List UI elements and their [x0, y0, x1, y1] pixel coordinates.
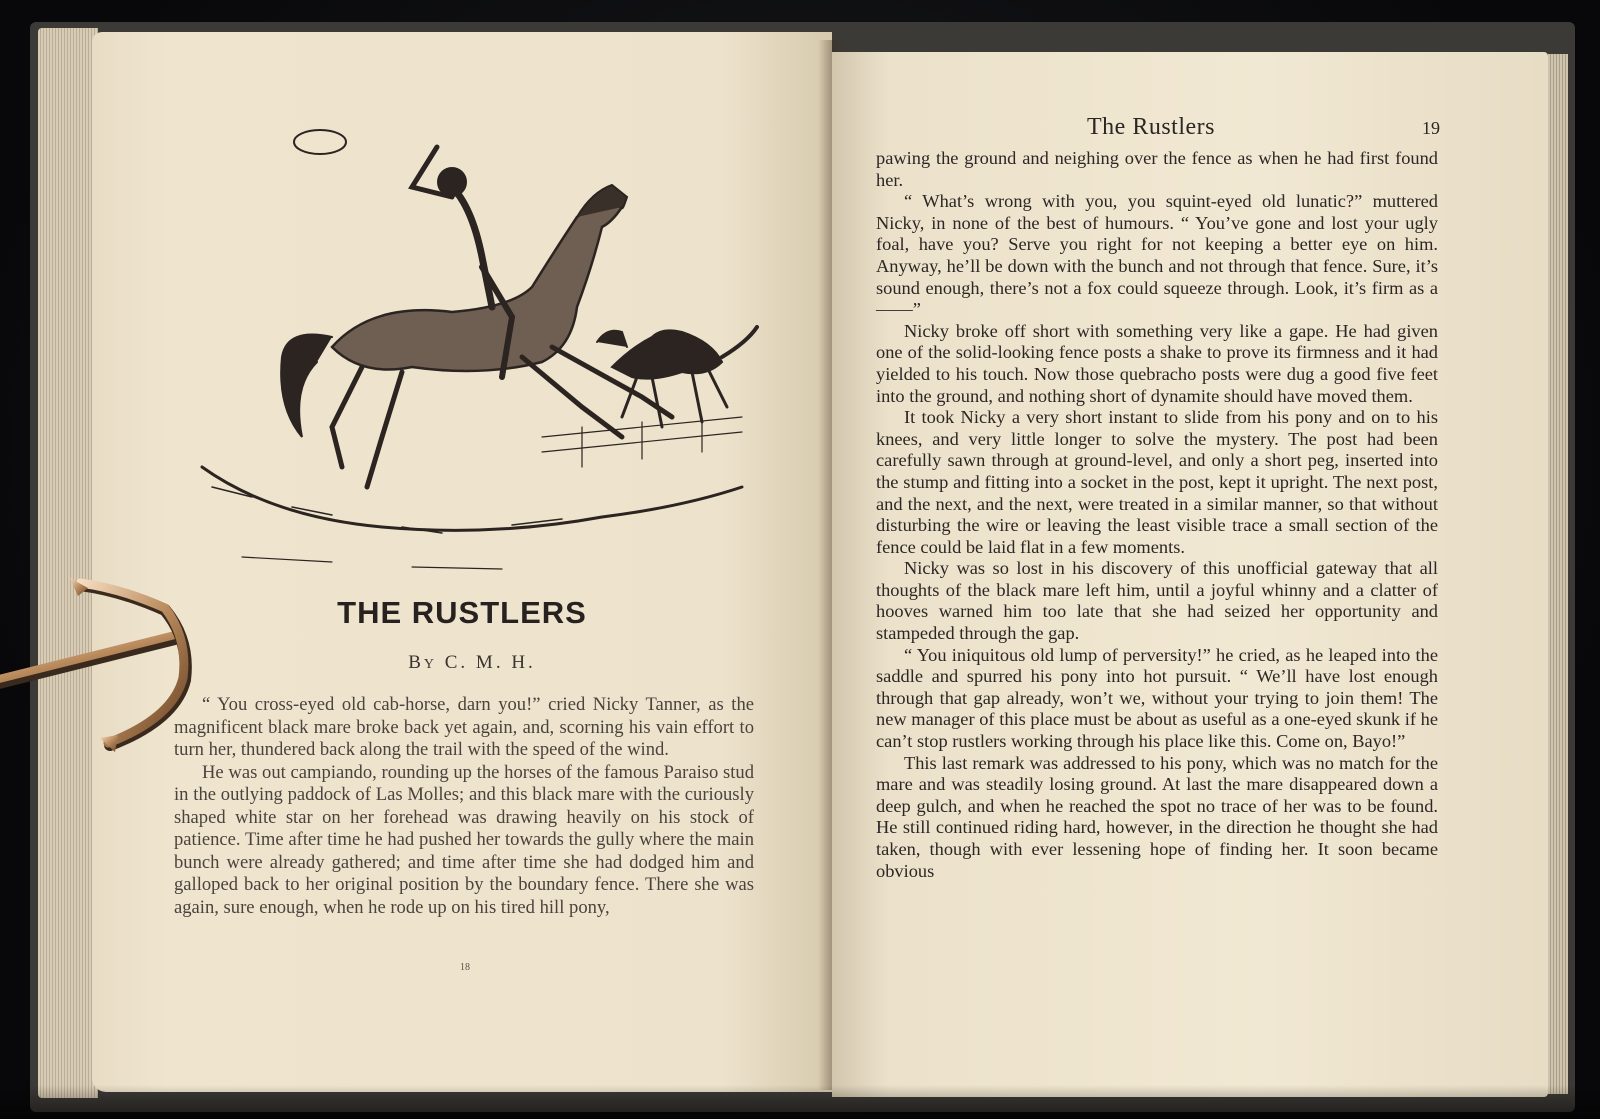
paragraph: Nicky broke off short with something very like a gape. He had given one of the solid-looking fence posts a shake to prove its firmness and it had yielded to his touch. Now those quebracho posts were dug a good five feet into the ground, and nothing short of dynamite should have moved them.: [876, 320, 1438, 406]
anchor-bookmark-icon: [0, 570, 200, 760]
page-number-left: 18: [460, 962, 470, 973]
left-page-text: [174, 694, 754, 919]
page-number-right: 19: [1422, 118, 1440, 138]
running-head: The Rustlers: [1087, 114, 1215, 140]
paragraph: He was out campiando, rounding up the horses of the famous Paraiso stud in the outlying paddock of Las Molles; and this black mare with the curiously shaped white star on her forehead was drawing heavily on his stock of patience. Time after time he had pushed her towards the gully where the main bunch were already gathered; and time after time she had dodged him and galloped back to her original position by the boundary fence. There she was again, sure enough, when he rode up on his tired hill pony,: [174, 761, 754, 918]
paragraph: It took Nicky a very short instant to slide from his pony and on to his knees, and very little longer to solve the mystery. The post had been carefully sawn through at ground-level, and only a short peg, inserted into the stump and fitting into a socket in the post, kept it upright. The next post, and the next, and the next, were treated in a similar manner, so that without disturbing the wire or leaving the least visible trace a small section of the fence could be laid flat in a few moments.: [876, 407, 1438, 557]
right-page: [832, 52, 1548, 1097]
rider-and-horses-illustration: [182, 87, 762, 587]
byline-author: C. M. H.: [444, 652, 536, 673]
paragraph: pawing the ground and neighing over the fence as when he had first found her.: [876, 148, 1438, 190]
page-edges-right: [1548, 54, 1568, 1094]
bottom-shadow: [0, 1085, 1600, 1119]
paragraph: “ You iniquitous old lump of perversity!” he cried, as he leaped into the saddle and spurred his pony into hot pursuit. “ We’ll have lost enough through that gap already, won’t we, without your trying to join them! The new manager of this place must be about as useful as a one-eyed skunk if he can’t stop rustlers working through his place like this. Come on, Bayo!”: [876, 644, 1438, 752]
paragraph: This last remark was addressed to his pony, which was no match for the mare and was steadily losing ground. At last the mare disappeared down a deep gulch, and when he reached the spot no trace of her was to be found. He still continued riding hard, however, in the direction he thought she had taken, though with ever lessening hope of finding her. It soon became obvious: [876, 752, 1438, 881]
byline-prefix-rest: Y: [423, 657, 437, 672]
paragraph: “ You cross-eyed old cab-horse, darn you!” cried Nicky Tanner, as the magnificent black mare broke back yet again, and, scorning his vain effort to turn her, thundered back along the trail with the speed of the wind.: [174, 694, 754, 760]
byline-prefix: B: [408, 652, 424, 673]
paragraph: Nicky was so lost in his discovery of this unofficial gateway that all thoughts of the black mare left him, until a joyful whinny and a clatter of hooves warned him too late that she had seized her opportunity and stampeded through the gap.: [876, 558, 1438, 644]
right-page-text: [876, 148, 1438, 882]
byline: [92, 652, 852, 674]
paragraph: “ What’s wrong with you, you squint-eyed old lunatic?” muttered Nicky, in none of the best of humours. “ You’ve gone and lost your ugly foal, have you? Serve you right for not keeping a better eye on him. Anyway, he’ll be down with the bunch and not through that fence. Sure, it’s sound enough, there’s not a fox could squeeze through. Look, it’s firm as a——”: [876, 191, 1438, 320]
page-edges-left: [38, 28, 98, 1098]
left-page: [92, 32, 832, 1092]
story-title: THE RUSTLERS: [337, 595, 587, 630]
